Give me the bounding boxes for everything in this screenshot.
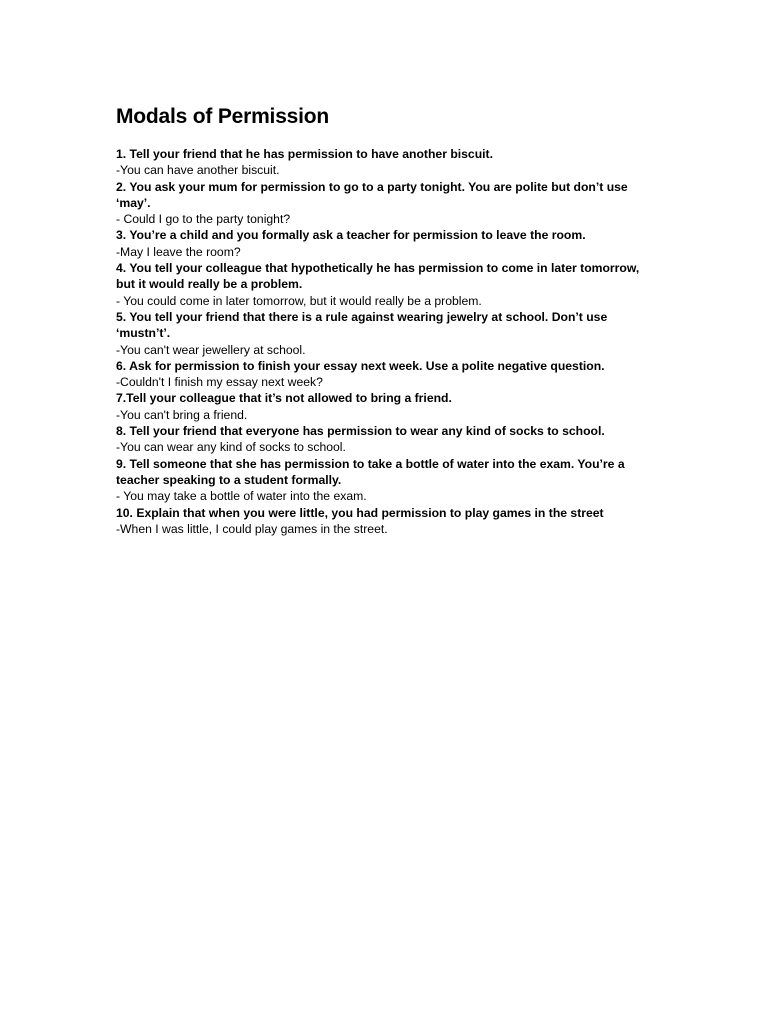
answer-1: -You can have another biscuit. — [116, 163, 280, 178]
question-4: 4. You tell your colleague that hypothetically he has permission to come in later tomorrow, but it would really be a problem. — [116, 261, 640, 292]
answer-7: -You can't bring a friend. — [116, 407, 248, 422]
exercise-list — [116, 146, 646, 537]
question-1: 1. Tell your friend that he has permission to have another biscuit. — [116, 147, 493, 161]
question-10: 10. Explain that when you were little, you had permission to play games in the street — [116, 505, 604, 520]
question-7: 7.Tell your colleague that it’s not allowed to bring a friend. — [116, 391, 452, 406]
answer-8: -You can wear any kind of socks to school. — [116, 440, 346, 455]
document-page — [116, 104, 646, 537]
answer-2: - Could I go to the party tonight? — [116, 212, 291, 227]
question-8: 8. Tell your friend that everyone has permission to wear any kind of socks to school. — [116, 424, 605, 439]
answer-4: - You could come in later tomorrow, but it would really be a problem. — [116, 293, 482, 308]
answer-5: -You can't wear jewellery at school. — [116, 342, 306, 357]
answer-10: -When I was little, I could play games in the street. — [116, 521, 388, 536]
answer-9: - You may take a bottle of water into the exam. — [116, 489, 367, 504]
question-9: 9. Tell someone that she has permission to take a bottle of water into the exam. You’re a teacher speaking to a student formally. — [116, 456, 625, 487]
document-title: Modals of Permission — [116, 105, 330, 128]
question-2: 2. You ask your mum for permission to go to a party tonight. You are polite but don’t use ‘may’. — [116, 179, 628, 210]
question-5: 5. You tell your friend that there is a rule against wearing jewelry at school. Don’t use ‘mustn’t’. — [116, 309, 608, 341]
question-6: 6. Ask for permission to finish your essay next week. Use a polite negative question. — [116, 358, 605, 373]
question-3: 3. You’re a child and you formally ask a teacher for permission to leave the room. — [116, 228, 586, 243]
answer-6: -Couldn't I finish my essay next week? — [116, 375, 323, 390]
answer-3: -May I leave the room? — [116, 244, 241, 259]
